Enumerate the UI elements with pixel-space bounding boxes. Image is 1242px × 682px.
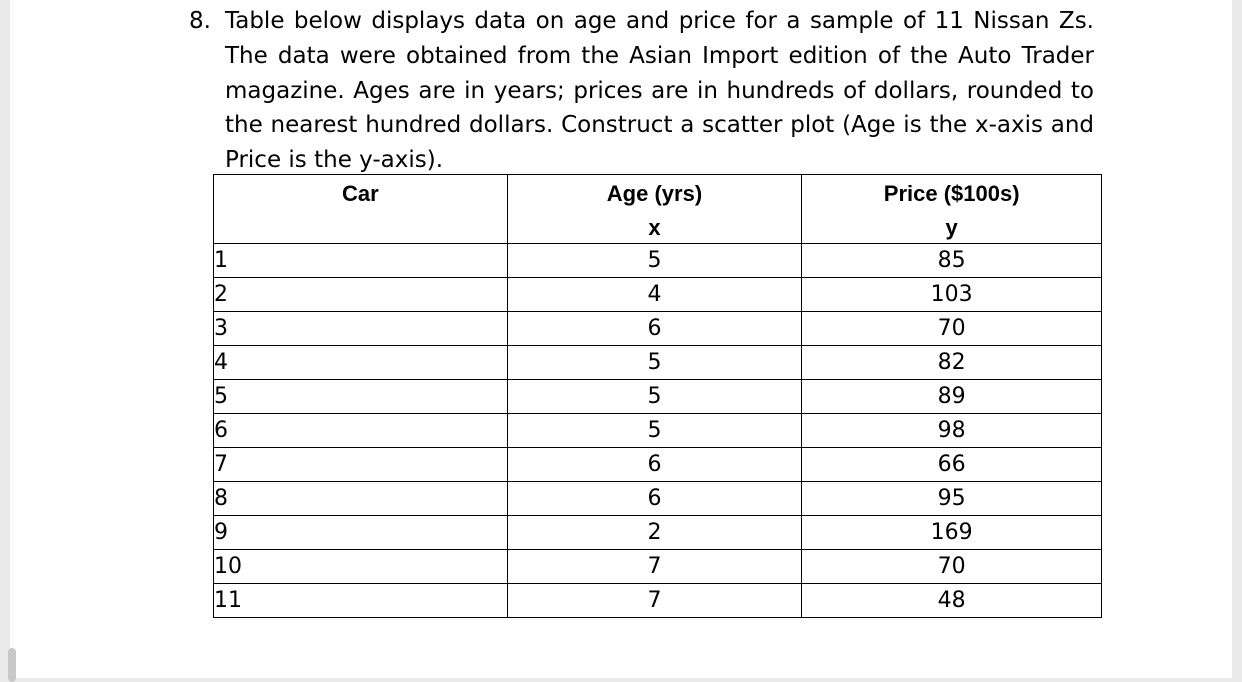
car-cell: 3 [214, 312, 508, 346]
header-car [214, 175, 508, 244]
price-cell: 95 [802, 482, 1102, 516]
price-cell: 70 [802, 550, 1102, 584]
table-row [214, 278, 1102, 312]
header-age-label: Age (yrs) [606, 181, 703, 206]
price-cell: 82 [802, 346, 1102, 380]
age-cell: 4 [507, 278, 802, 312]
table-row [214, 482, 1102, 516]
header-price [802, 175, 1102, 244]
header-car-label: Car [341, 181, 379, 206]
age-cell: 7 [507, 584, 802, 618]
age-cell: 7 [507, 550, 802, 584]
data-table [213, 174, 1102, 618]
car-cell: 9 [214, 516, 508, 550]
car-cell: 5 [214, 380, 508, 414]
car-cell: 1 [214, 244, 508, 278]
question-text: Table below displays data on age and price for a sample of 11 Nissan Zs. The data were obtained from the Asian Import edition of the Auto Trader magazine. Ages are in years; prices are in hundreds of dollars, rounded to the nearest hundred dollars. Construct a scatter plot (Age is the x-axis and Price is the y-axis). [225, 8, 1094, 174]
age-cell: 5 [507, 380, 802, 414]
age-cell: 6 [507, 482, 802, 516]
price-cell: 66 [802, 448, 1102, 482]
price-cell: 48 [802, 584, 1102, 618]
age-cell: 2 [507, 516, 802, 550]
price-cell: 98 [802, 414, 1102, 448]
age-cell: 6 [507, 312, 802, 346]
table-row [214, 448, 1102, 482]
scrollbar-handle[interactable] [8, 648, 16, 682]
table-row [214, 584, 1102, 618]
car-cell: 6 [214, 414, 508, 448]
price-cell: 103 [802, 278, 1102, 312]
age-cell: 5 [507, 346, 802, 380]
table-row [214, 346, 1102, 380]
header-age [507, 175, 802, 244]
table-header-row [214, 175, 1102, 244]
table-row [214, 380, 1102, 414]
table-row [214, 244, 1102, 278]
price-cell: 169 [802, 516, 1102, 550]
table-row [214, 414, 1102, 448]
car-cell: 7 [214, 448, 508, 482]
price-cell: 70 [802, 312, 1102, 346]
header-price-label: Price ($100s) [883, 181, 1020, 206]
car-cell: 8 [214, 482, 508, 516]
car-cell: 11 [214, 584, 508, 618]
table-body [214, 244, 1102, 618]
age-cell: 5 [507, 414, 802, 448]
table-row [214, 550, 1102, 584]
table-row [214, 516, 1102, 550]
age-cell: 6 [507, 448, 802, 482]
price-cell: 85 [802, 244, 1102, 278]
car-cell: 2 [214, 278, 508, 312]
header-age-variable: x [648, 215, 661, 240]
question-block [189, 4, 1094, 178]
header-price-variable: y [945, 215, 958, 240]
age-cell: 5 [507, 244, 802, 278]
price-cell: 89 [802, 380, 1102, 414]
car-cell: 4 [214, 346, 508, 380]
table-row [214, 312, 1102, 346]
question-number: 8. [189, 8, 211, 34]
car-cell: 10 [214, 550, 508, 584]
